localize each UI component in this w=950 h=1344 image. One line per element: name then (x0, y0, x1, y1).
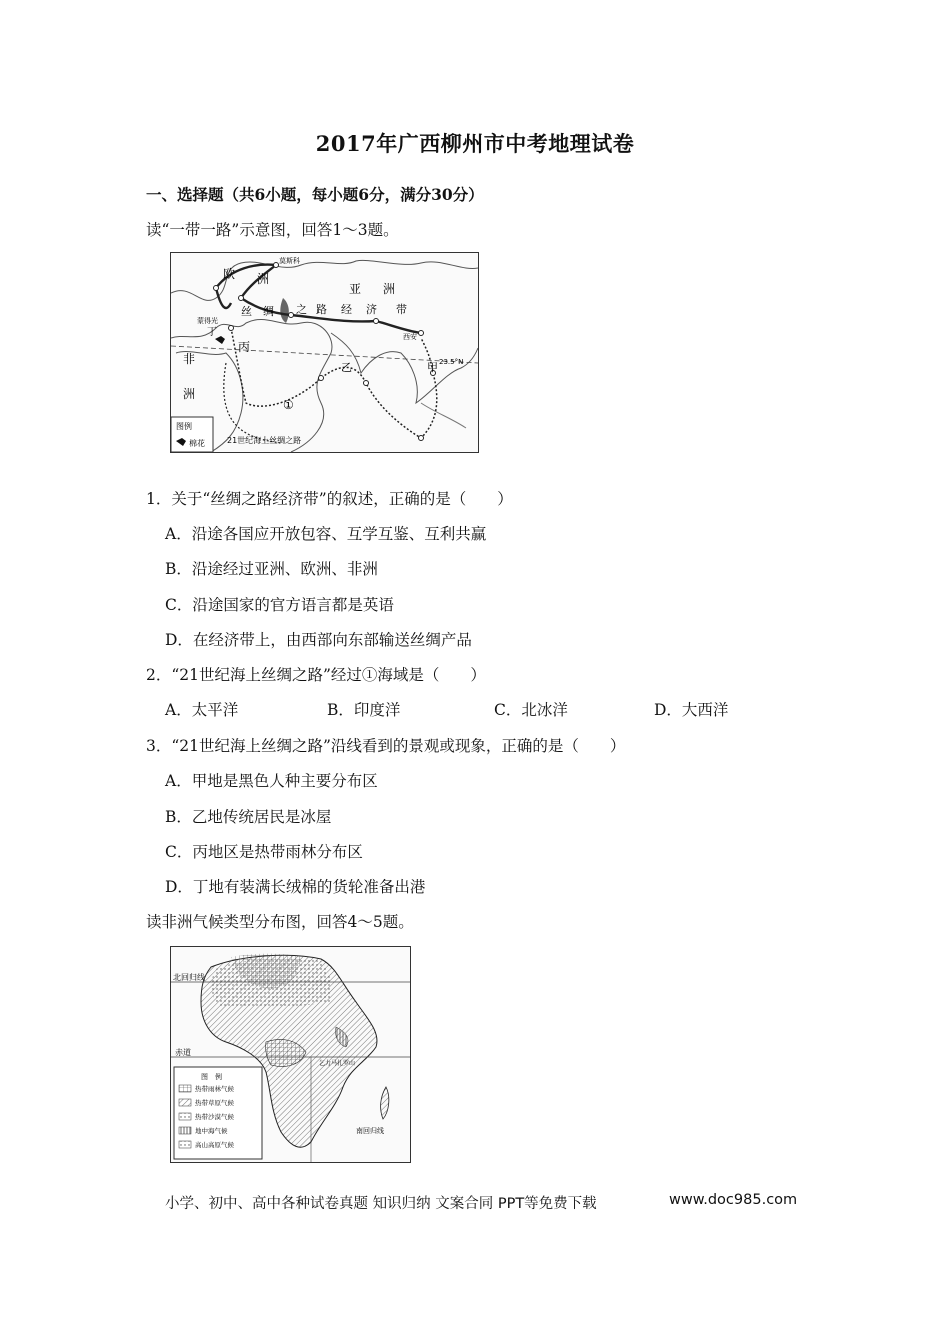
q1-option-c[interactable]: C．沿途国家的官方语言都是英语 (165, 596, 394, 614)
label-silk-6: 济 (366, 303, 377, 316)
legend-item-2: 热带草原气候 (195, 1099, 234, 1107)
q3-option-c[interactable]: C．丙地区是热带雨林分布区 (165, 843, 363, 861)
map2-mountain-label: 乞力马扎罗山 (319, 1060, 356, 1067)
map2-legend-title: 图 例 (201, 1073, 222, 1081)
label-africa-1: 非 (183, 352, 196, 366)
label-yi: 乙 (341, 361, 352, 374)
page-footer (165, 1192, 798, 1213)
label-silk-4: 路 (316, 303, 327, 316)
q2-option-c[interactable]: C．北冰洋 (494, 701, 568, 719)
label-europe-2: 洲 (257, 272, 270, 286)
q1-stem: 1．关于“丝绸之路经济带”的叙述，正确的是（ ） (146, 490, 513, 508)
page-title: 2017年广西柳州市中考地理试卷 (315, 131, 635, 156)
label-silk-1: 丝 (241, 305, 252, 318)
map2-equator-label: 赤道 (175, 1048, 191, 1057)
label-asia: 亚 (349, 282, 362, 296)
belt-road-map (170, 252, 479, 453)
section-heading: 一、选择题（共6小题，每小题6分，满分30分） (146, 185, 484, 204)
map1-legend-cotton: 棉花 (189, 439, 205, 448)
caspian-sea-shape (280, 298, 289, 323)
legend-item-1: 热带雨林气候 (195, 1085, 234, 1093)
label-europe: 欧 (223, 267, 236, 281)
label-silk-3: 之 (296, 303, 307, 316)
intro-text-2: 读非洲气候类型分布图，回答4～5题。 (146, 913, 414, 931)
q2-option-d[interactable]: D．大西洋 (654, 701, 729, 719)
label-silk-7: 带 (396, 303, 407, 316)
q3-option-a[interactable]: A．甲地是黑色人种主要分布区 (165, 772, 378, 790)
q2-option-b[interactable]: B．印度洋 (327, 701, 401, 719)
q1-option-b[interactable]: B．沿途经过亚洲、欧洲、非洲 (165, 560, 378, 578)
map2-south-label: 南回归线 (356, 1127, 384, 1135)
legend-item-3: 热带沙漠气候 (195, 1113, 234, 1121)
label-tropic: 23.5°N (439, 358, 464, 366)
label-ocean-1: ① (283, 398, 294, 412)
label-maritime-road: 21世纪海上丝绸之路 (227, 436, 302, 445)
map2-tropic-label: 北回归线 (173, 973, 205, 982)
label-ding: 丁 (207, 327, 217, 338)
label-asia-2: 洲 (383, 282, 396, 296)
maritime-silk-road-line (231, 328, 437, 438)
map1-legend-title: 图例 (176, 422, 192, 431)
q3-option-d[interactable]: D．丁地有装满长绒棉的货轮准备出港 (165, 878, 426, 896)
q3-option-b[interactable]: B．乙地传统居民是冰屋 (165, 808, 332, 826)
label-port: 蒙得光 (197, 317, 218, 325)
q1-option-d[interactable]: D．在经济带上，由西部向东部输送丝绸产品 (165, 631, 472, 649)
footer-text: 小学、初中、高中各种试卷真题 知识归纳 文案合同 PPT等免费下载 (165, 1196, 597, 1212)
label-xian: 西安 (403, 333, 417, 341)
q2-stem: 2．“21世纪海上丝绸之路”经过①海域是（ ） (146, 666, 486, 684)
legend-item-4: 地中海气候 (195, 1127, 228, 1135)
label-jia: 甲 (427, 361, 438, 374)
belt-road-map-svg (171, 253, 478, 452)
q3-stem: 3．“21世纪海上丝绸之路”沿线看到的景观或现象，正确的是（ ） (146, 737, 626, 755)
q2-option-a[interactable]: A．太平洋 (165, 701, 239, 719)
label-silk-5: 经 (341, 303, 352, 316)
label-silk-2: 绸 (263, 305, 274, 318)
intro-text-1: 读“一带一路”示意图，回答1～3题。 (146, 221, 399, 239)
label-africa-2: 洲 (183, 387, 196, 401)
madagascar-shape (381, 1087, 389, 1119)
footer-url[interactable]: www.doc985.com (669, 1192, 798, 1208)
legend-item-5: 高山高原气候 (195, 1141, 234, 1149)
africa-climate-map-svg (171, 947, 410, 1162)
label-bing: 丙 (238, 340, 251, 354)
q1-option-a[interactable]: A．沿途各国应开放包容、互学互鉴、互利共赢 (165, 525, 487, 543)
africa-climate-map (170, 946, 411, 1163)
label-moscow: 莫斯科 (279, 257, 300, 265)
